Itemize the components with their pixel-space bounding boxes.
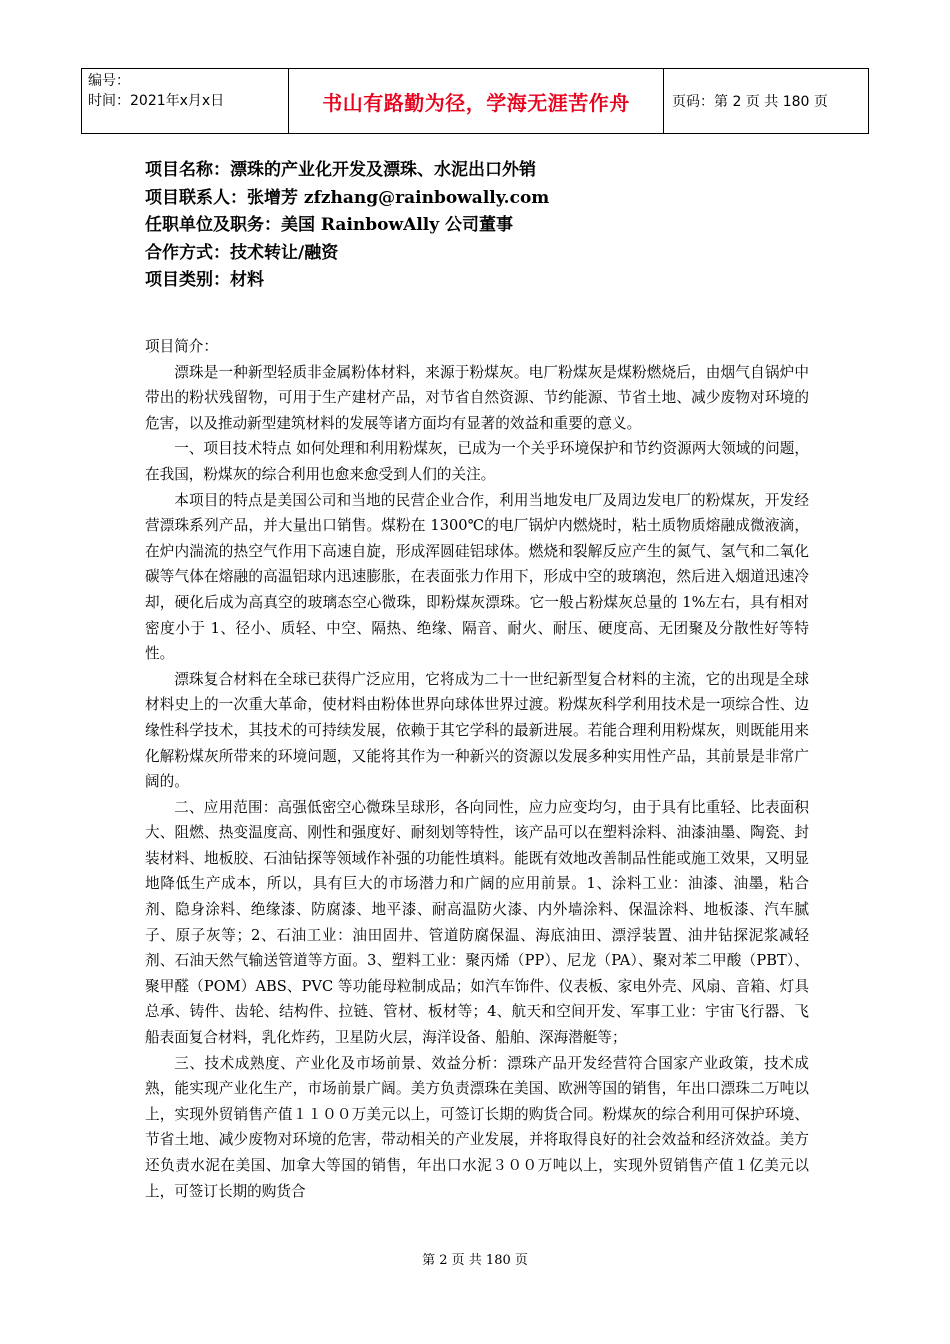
paragraph: 漂珠是一种新型轻质非金属粉体材料，来源于粉煤灰。电厂粉煤灰是煤粉燃烧后，由烟气自锅炉中带出的粉状残留物，可用于生产建材产品，对节省自然资源、节约能源、节省土地、减少废物对环境的危害，以及推动新型建筑材料的发展等诸方面均有显著的效益和重要的意义。 [145, 363, 809, 432]
paragraph: 一、项目技术特点 如何处理和利用粉煤灰，已成为一个关乎环境保护和节约资源两大领域的问题，在我国，粉煤灰的综合利用也愈来愈受到人们的关注。 [145, 440, 809, 483]
intro-heading: 项目简介： [145, 338, 218, 355]
project-unit: 任职单位及职务：美国 RainbowAlly 公司董事 [145, 215, 514, 235]
header-motto: 书山有路勤为径，学海无涯苦作舟 [289, 69, 664, 134]
doc-time-label: 时间：2021年x月x日 [88, 93, 225, 109]
paragraph: 漂珠复合材料在全球已获得广泛应用，它将成为二十一世纪新型复合材料的主流，它的出现是全球材料史上的一次重大革命，使材料由粉体世界向球体世界过渡。粉煤灰科学利用技术是一项综合性、边缘性科学技术，其技术的可持续发展，依赖于其它学科的最新进展。若能合理利用粉煤灰，则既能用来化解粉煤灰所带来的环境问题，又能将其作为一种新兴的资源以发展多种实用性产品，其前景是非常广阔的。 [145, 670, 809, 791]
project-contact: 项目联系人：张增芳 zfzhang@rainbowally.com [145, 187, 550, 208]
header-meta [82, 69, 289, 134]
project-category: 项目类别：材料 [145, 270, 264, 290]
header-page-number: 页码：第 2 页 共 180 页 [664, 69, 869, 134]
project-cooperation: 合作方式：技术转让/融资 [145, 242, 339, 263]
paragraph: 三、技术成熟度、产业化及市场前景、效益分析：漂珠产品开发经营符合国家产业政策，技术成熟，能实现产业化生产，市场前景广阔。美方负责漂珠在美国、欧洲等国的销售，年出口漂珠二万吨以上，实现外贸销售产值１１００万美元以上，可签订长期的购货合同。粉煤灰的综合利用可保护环境、节省土地、减少废物对环境的危害，带动相关的产业发展，并将取得良好的社会效益和经济效益。美方还负责水泥在美国、加拿大等国的销售，年出口水泥３００万吨以上，实现外贸销售产值１亿美元以上，可签订长期的购货合 [145, 1054, 809, 1200]
doc-code-label: 编号： [88, 73, 130, 89]
paragraph: 二、应用范围：高强低密空心微珠呈球形，各向同性，应力应变均匀，由于具有比重轻、比表面积大、阻燃、热变温度高、刚性和强度好、耐刻划等特性，该产品可以在塑料涂料、油漆油墨、陶瓷、封装材料、地板胶、石油钻探等领域作补强的功能性填料。能既有效地改善制品性能或施工效果，又明显地降低生产成本，所以，具有巨大的市场潜力和广阔的应用前景。1、涂料工业：油漆、油墨，粘合剂、隐身涂料、绝缘漆、防腐漆、地平漆、耐高温防火漆、内外墙涂料、保温涂料、地板漆、汽车腻子、原子灰等；2、石油工业：油田固井、管道防腐保温、海底油田、漂浮装置、油井钻探泥浆减轻剂、石油天然气输送管道等方面。3、塑料工业：聚丙烯（PP）、尼龙（PA）、聚对苯二甲酸（PBT）、聚甲醛（POM）ABS、PVC 等功能母粒制成品；如汽车饰件、仪表板、家电外壳、风扇、音箱、灯具总承、铸件、齿轮、结构件、拉链、管材、板材等；4、航天和空间开发、军事工业：宇宙飞行器、飞船表面复合材料，乳化炸药，卫星防火层，海洋设备、船舶、深海潜艇等； [145, 798, 809, 1047]
page-footer: 第 2 页 共 180 页 [422, 1253, 528, 1268]
paragraph: 本项目的特点是美国公司和当地的民营企业合作，利用当地发电厂及周边发电厂的粉煤灰，开发经营漂珠系列产品，并大量出口销售。煤粉在 1300℃的电厂锅炉内燃烧时，粘土质物质熔融成微液滴，在炉内湍流的热空气作用下高速自旋，形成浑圆硅铝球体。燃烧和裂解反应产生的氮气、氢气和二氧化碳等气体在熔融的高温铝球内迅速膨胀，在表面张力作用下，形成中空的玻璃泡，然后进入烟道迅速冷却，硬化后成为高真空的玻璃态空心微珠，即粉煤灰漂珠。它一般占粉煤灰总量的 1%左右，具有相对密度小于 1、径小、质轻、中空、隔热、绝缘、隔音、耐火、耐压、硬度高、无团聚及分散性好等特性。 [145, 491, 809, 663]
project-name: 项目名称：漂珠的产业化开发及漂珠、水泥出口外销 [145, 160, 536, 180]
project-description [145, 334, 809, 1204]
project-info [145, 157, 845, 295]
page-header [81, 68, 869, 134]
